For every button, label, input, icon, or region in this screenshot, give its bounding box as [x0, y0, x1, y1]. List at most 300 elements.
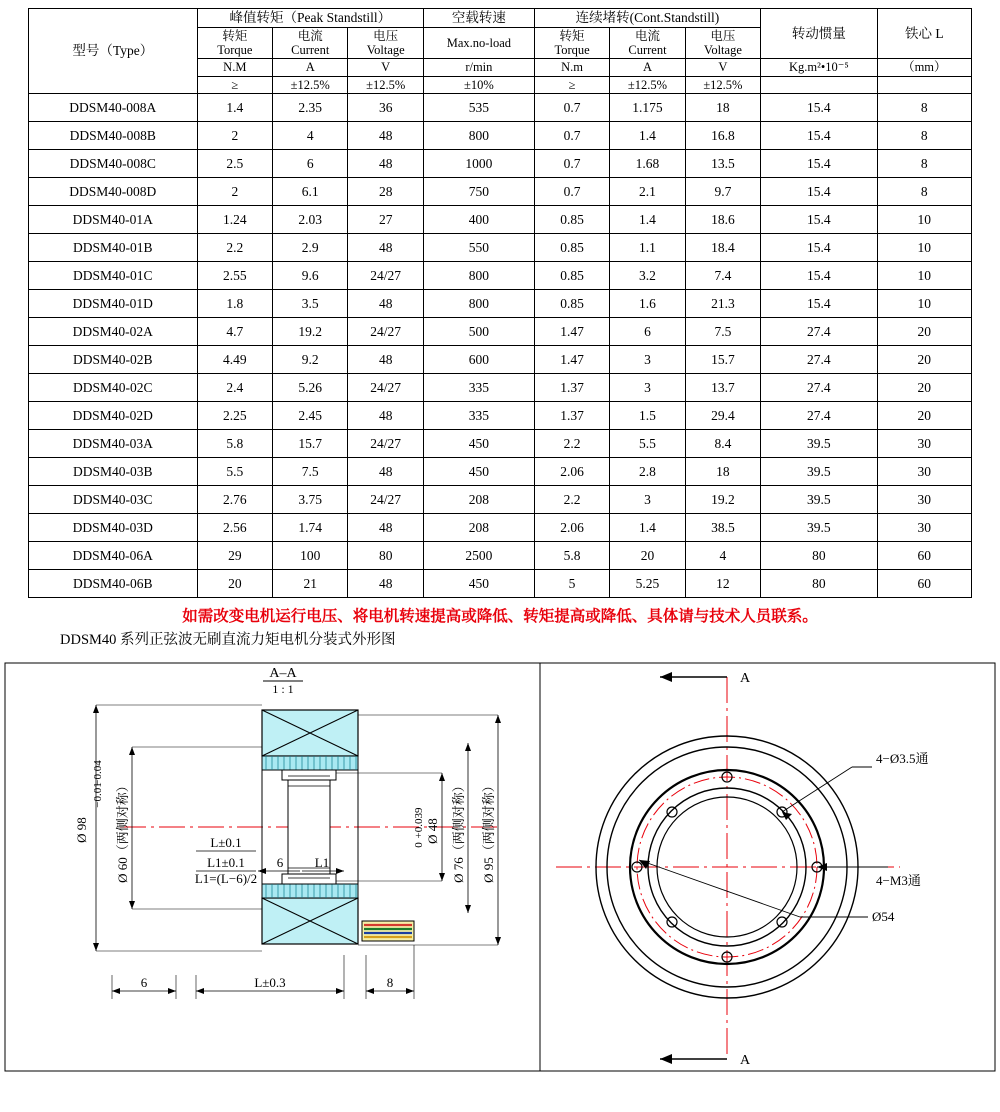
- core-length-cell: 30: [877, 458, 971, 486]
- peak-torque-cell: 5.5: [197, 458, 272, 486]
- leader-54: [639, 860, 800, 917]
- model-cell: DDSM40-03A: [29, 430, 198, 458]
- core-length-cell: 8: [877, 94, 971, 122]
- peak-voltage-cell: 48: [348, 346, 423, 374]
- drawing-caption: DDSM40 系列正弦波无刷直流力矩电机分装式外形图: [60, 632, 396, 649]
- cont-torque-cell: 0.7: [534, 122, 609, 150]
- col-header-peak-voltage: [348, 27, 423, 59]
- cont-current-cell: 1.4: [610, 514, 685, 542]
- peak-voltage-cn: 电压: [373, 28, 399, 43]
- model-cell: DDSM40-02C: [29, 374, 198, 402]
- cont-voltage-cell: 13.7: [685, 374, 760, 402]
- table-row: [29, 150, 972, 178]
- section-scale: 1 : 1: [272, 682, 294, 697]
- model-cell: DDSM40-008D: [29, 178, 198, 206]
- dim-95-arrow-bottom: [495, 937, 501, 945]
- cont-torque-cell: 0.85: [534, 206, 609, 234]
- cont-voltage-cell: 18: [685, 94, 760, 122]
- table-row: [29, 262, 972, 290]
- dim-48-tol-dn: 0: [413, 842, 425, 848]
- peak-voltage-cell: 24/27: [348, 430, 423, 458]
- peak-current-cell: 3.5: [273, 290, 348, 318]
- core-length-cell: 60: [877, 542, 971, 570]
- inertia-cell: 15.4: [761, 122, 877, 150]
- col-header-core: 铁心 L: [877, 9, 971, 59]
- dim-L03-arrow-r: [336, 988, 344, 994]
- dim-98-tol-dn: −0.04: [92, 760, 104, 786]
- inertia-cell: 27.4: [761, 346, 877, 374]
- peak-torque-cell: 5.8: [197, 430, 272, 458]
- cont-voltage-cell: 9.7: [685, 178, 760, 206]
- table-row: [29, 486, 972, 514]
- dim-60-text: Ø 60（两侧对称）: [115, 779, 130, 883]
- cont-torque-cell: 2.06: [534, 458, 609, 486]
- unit-cont-torque: N.m: [534, 59, 609, 76]
- unit-core: （mm）: [877, 59, 971, 76]
- inertia-cell: 39.5: [761, 514, 877, 542]
- unit-peak-voltage: V: [348, 59, 423, 76]
- core-length-cell: 30: [877, 430, 971, 458]
- cont-current-cell: 2.1: [610, 178, 685, 206]
- cont-voltage-cell: 13.5: [685, 150, 760, 178]
- section-marker-top: A: [740, 671, 751, 687]
- dim-76-text: Ø 76（两侧对称）: [451, 779, 466, 883]
- label-hole-3p5: 4−Ø3.5通: [876, 751, 929, 767]
- peak-voltage-cell: 24/27: [348, 262, 423, 290]
- core-length-cell: 20: [877, 402, 971, 430]
- peak-torque-cell: 1.8: [197, 290, 272, 318]
- noload-speed-cell: 550: [423, 234, 534, 262]
- cont-torque-cell: 0.85: [534, 262, 609, 290]
- cont-current-cell: 6: [610, 318, 685, 346]
- cont-current-cell: 3: [610, 486, 685, 514]
- peak-current-cell: 2.35: [273, 94, 348, 122]
- peak-torque-cell: 1.24: [197, 206, 272, 234]
- cont-torque-cell: 0.7: [534, 150, 609, 178]
- core-length-cell: 10: [877, 206, 971, 234]
- noload-speed-cell: 335: [423, 402, 534, 430]
- label-dim-54: Ø54: [872, 909, 895, 925]
- dim-8-arrow-l: [366, 988, 374, 994]
- table-row: [29, 122, 972, 150]
- table-row: [29, 290, 972, 318]
- tol-peak-current: ±12.5%: [273, 76, 348, 93]
- peak-torque-cn: 转矩: [222, 28, 248, 43]
- unit-noload: r/min: [423, 59, 534, 76]
- noload-speed-cell: 800: [423, 290, 534, 318]
- peak-torque-cell: 4.7: [197, 318, 272, 346]
- table-row: [29, 402, 972, 430]
- cont-current-en: Current: [628, 42, 667, 57]
- model-cell: DDSM40-01B: [29, 234, 198, 262]
- cont-current-cell: 3: [610, 374, 685, 402]
- noload-speed-cell: 535: [423, 94, 534, 122]
- tol-inertia-blank: [761, 76, 877, 93]
- cont-torque-cell: 2.2: [534, 430, 609, 458]
- dim-60-arrow-top: [129, 747, 135, 755]
- section-label: A–A: [269, 666, 297, 682]
- motor-spec-table: [28, 8, 972, 598]
- peak-current-cell: 5.26: [273, 374, 348, 402]
- noload-speed-cell: 450: [423, 570, 534, 598]
- peak-voltage-cell: 48: [348, 122, 423, 150]
- peak-voltage-cell: 48: [348, 458, 423, 486]
- tol-noload: ±10%: [423, 76, 534, 93]
- section-arrow-bottom-head: [660, 1054, 672, 1064]
- cont-voltage-cell: 15.7: [685, 346, 760, 374]
- cont-current-cell: 5.5: [610, 430, 685, 458]
- cross-section-view: [74, 705, 501, 999]
- model-cell: DDSM40-008B: [29, 122, 198, 150]
- peak-torque-cell: 29: [197, 542, 272, 570]
- cont-torque-cell: 0.7: [534, 94, 609, 122]
- noload-speed-cell: 450: [423, 458, 534, 486]
- col-header-cont: 连续堵转(Cont.Standstill): [534, 9, 760, 28]
- dim-76-arrow-bottom: [465, 905, 471, 913]
- peak-current-cell: 7.5: [273, 458, 348, 486]
- peak-torque-cell: 2.56: [197, 514, 272, 542]
- unit-inertia: Kg.m²•10⁻⁵: [761, 59, 877, 76]
- peak-torque-cell: 2.76: [197, 486, 272, 514]
- tol-cont-voltage: ±12.5%: [685, 76, 760, 93]
- dim-48-tol-up: +0.039: [413, 807, 425, 839]
- model-cell: DDSM40-03B: [29, 458, 198, 486]
- tol-core-blank: [877, 76, 971, 93]
- noload-speed-cell: 750: [423, 178, 534, 206]
- peak-torque-cell: 2: [197, 178, 272, 206]
- peak-current-cell: 9.6: [273, 262, 348, 290]
- cont-torque-cell: 1.37: [534, 374, 609, 402]
- cont-current-cell: 20: [610, 542, 685, 570]
- dim-L1-text: L1: [314, 855, 330, 871]
- section-arrow-top-head: [660, 672, 672, 682]
- dim-98-arrow-bottom: [93, 943, 99, 951]
- tol-cont-current: ±12.5%: [610, 76, 685, 93]
- noload-speed-cell: 1000: [423, 150, 534, 178]
- core-top: [262, 756, 358, 770]
- table-row: [29, 318, 972, 346]
- inertia-cell: 39.5: [761, 458, 877, 486]
- model-cell: DDSM40-008C: [29, 150, 198, 178]
- peak-torque-cell: 20: [197, 570, 272, 598]
- dim-6b-arrow-l: [112, 988, 120, 994]
- cont-torque-cell: 0.85: [534, 290, 609, 318]
- cont-torque-cell: 5: [534, 570, 609, 598]
- peak-voltage-en: Voltage: [366, 42, 405, 57]
- dim-60-arrow-bottom: [129, 901, 135, 909]
- cont-voltage-cell: 12: [685, 570, 760, 598]
- peak-torque-cell: 2.5: [197, 150, 272, 178]
- cont-current-cell: 1.6: [610, 290, 685, 318]
- table-row: [29, 206, 972, 234]
- peak-voltage-cell: 48: [348, 570, 423, 598]
- noload-speed-cell: 450: [423, 430, 534, 458]
- cont-torque-cell: 2.2: [534, 486, 609, 514]
- dim-98-tol-up: −0.01: [92, 782, 104, 808]
- table-row: [29, 430, 972, 458]
- dim-48-arrow-bottom: [439, 873, 445, 881]
- inertia-cell: 15.4: [761, 262, 877, 290]
- inertia-cell: 27.4: [761, 374, 877, 402]
- unit-peak-current: A: [273, 59, 348, 76]
- technical-drawing: [0, 655, 1000, 1075]
- table-row: [29, 458, 972, 486]
- peak-voltage-cell: 27: [348, 206, 423, 234]
- cont-current-cell: 1.68: [610, 150, 685, 178]
- section-marker-bottom: A: [740, 1053, 751, 1069]
- table-row: [29, 514, 972, 542]
- dim-95-text: Ø 95（两侧对称）: [481, 779, 496, 883]
- table-row: [29, 234, 972, 262]
- peak-current-cell: 9.2: [273, 346, 348, 374]
- dim-76-arrow-top: [465, 743, 471, 751]
- tol-peak-voltage: ±12.5%: [348, 76, 423, 93]
- cont-voltage-cell: 21.3: [685, 290, 760, 318]
- inertia-cell: 15.4: [761, 290, 877, 318]
- cont-current-cell: 1.4: [610, 206, 685, 234]
- inertia-cell: 15.4: [761, 178, 877, 206]
- unit-cont-current: A: [610, 59, 685, 76]
- peak-torque-cell: 2.25: [197, 402, 272, 430]
- dim-L01-text: L±0.1: [210, 835, 242, 851]
- model-cell: DDSM40-02B: [29, 346, 198, 374]
- dim-L101-text: L1±0.1: [207, 855, 245, 871]
- peak-voltage-cell: 48: [348, 290, 423, 318]
- peak-torque-cell: 1.4: [197, 94, 272, 122]
- cont-torque-en: Torque: [554, 42, 590, 57]
- model-cell: DDSM40-03C: [29, 486, 198, 514]
- table-row: [29, 94, 972, 122]
- core-length-cell: 10: [877, 234, 971, 262]
- dim-L1-arrow: [336, 868, 344, 874]
- core-length-cell: 10: [877, 290, 971, 318]
- model-cell: DDSM40-01C: [29, 262, 198, 290]
- cont-current-cell: 3.2: [610, 262, 685, 290]
- cont-voltage-cell: 38.5: [685, 514, 760, 542]
- front-view: [556, 671, 928, 1068]
- tol-cont-torque: ≥: [534, 76, 609, 93]
- cont-torque-cn: 转矩: [559, 28, 585, 43]
- peak-current-cell: 4: [273, 122, 348, 150]
- cont-current-cell: 3: [610, 346, 685, 374]
- peak-current-cell: 6: [273, 150, 348, 178]
- model-cell: DDSM40-01A: [29, 206, 198, 234]
- leader-3p5: [782, 767, 852, 812]
- table-body: [29, 94, 972, 598]
- cont-current-cell: 1.5: [610, 402, 685, 430]
- dim-6a-text: 6: [276, 855, 284, 871]
- noload-speed-cell: 208: [423, 486, 534, 514]
- col-header-inertia: 转动惯量: [761, 9, 877, 59]
- dim-6b-text: 6: [140, 975, 148, 991]
- peak-current-cell: 2.45: [273, 402, 348, 430]
- peak-current-cell: 2.03: [273, 206, 348, 234]
- noload-speed-cell: 400: [423, 206, 534, 234]
- peak-voltage-cell: 24/27: [348, 486, 423, 514]
- inertia-cell: 80: [761, 570, 877, 598]
- cont-current-cell: 5.25: [610, 570, 685, 598]
- dim-95-arrow-top: [495, 715, 501, 723]
- cont-current-cell: 1.1: [610, 234, 685, 262]
- core-bottom: [262, 884, 358, 898]
- peak-current-cell: 2.9: [273, 234, 348, 262]
- cont-voltage-cell: 7.5: [685, 318, 760, 346]
- dim-L1-formula-text: L1=(L−6)/2: [194, 871, 258, 887]
- peak-torque-cell: 2.2: [197, 234, 272, 262]
- cont-voltage-cell: 8.4: [685, 430, 760, 458]
- model-cell: DDSM40-03D: [29, 514, 198, 542]
- dim-98-text: Ø 98: [74, 817, 89, 843]
- table-row: [29, 178, 972, 206]
- dim-8-text: 8: [386, 975, 394, 991]
- dim-8-arrow-r: [406, 988, 414, 994]
- inertia-cell: 39.5: [761, 486, 877, 514]
- peak-voltage-cell: 24/27: [348, 374, 423, 402]
- core-length-cell: 30: [877, 514, 971, 542]
- cont-torque-cell: 1.47: [534, 346, 609, 374]
- peak-voltage-cell: 48: [348, 402, 423, 430]
- col-header-noload: 空载转速: [423, 9, 534, 28]
- peak-current-cell: 21: [273, 570, 348, 598]
- cont-voltage-cell: 19.2: [685, 486, 760, 514]
- drawing-svg: [0, 655, 1000, 1075]
- cont-torque-cell: 2.06: [534, 514, 609, 542]
- col-header-peak-current: [273, 27, 348, 59]
- inertia-cell: 15.4: [761, 150, 877, 178]
- cont-torque-cell: 5.8: [534, 542, 609, 570]
- col-header-peak-torque: [197, 27, 272, 59]
- noload-speed-cell: 208: [423, 514, 534, 542]
- peak-torque-en: Torque: [217, 42, 253, 57]
- peak-torque-cell: 2.4: [197, 374, 272, 402]
- dim-L03-arrow-l: [196, 988, 204, 994]
- table-row: [29, 542, 972, 570]
- table-row: [29, 570, 972, 598]
- inertia-cell: 15.4: [761, 234, 877, 262]
- table-row: [29, 346, 972, 374]
- peak-voltage-cell: 28: [348, 178, 423, 206]
- cont-voltage-cn: 电压: [710, 28, 736, 43]
- leader-m3-arrow: [817, 863, 827, 871]
- col-header-model: 型号（Type）: [29, 9, 198, 94]
- core-length-cell: 20: [877, 318, 971, 346]
- label-hole-m3: 4−M3通: [876, 873, 921, 889]
- col-header-cont-torque: [534, 27, 609, 59]
- table-row: [29, 374, 972, 402]
- model-cell: DDSM40-06A: [29, 542, 198, 570]
- peak-voltage-cell: 80: [348, 542, 423, 570]
- model-cell: DDSM40-06B: [29, 570, 198, 598]
- col-header-peak: 峰值转矩（Peak Standstill）: [197, 9, 423, 28]
- cont-voltage-cell: 29.4: [685, 402, 760, 430]
- cont-current-cell: 1.175: [610, 94, 685, 122]
- tol-peak-torque: ≥: [197, 76, 272, 93]
- peak-current-cell: 1.74: [273, 514, 348, 542]
- cont-voltage-en: Voltage: [703, 42, 742, 57]
- col-header-noload-en: Max.no-load: [423, 27, 534, 59]
- inertia-cell: 15.4: [761, 94, 877, 122]
- col-header-cont-current: [610, 27, 685, 59]
- cont-voltage-cell: 7.4: [685, 262, 760, 290]
- peak-current-en: Current: [291, 42, 330, 57]
- cont-torque-cell: 1.47: [534, 318, 609, 346]
- peak-torque-cell: 2.55: [197, 262, 272, 290]
- noload-speed-cell: 2500: [423, 542, 534, 570]
- red-note: 如需改变电机运行电压、将电机转速提高或降低、转矩提高或降低、具体请与技术人员联系。: [182, 608, 818, 626]
- cont-torque-cell: 0.85: [534, 234, 609, 262]
- peak-voltage-cell: 48: [348, 514, 423, 542]
- inertia-cell: 80: [761, 542, 877, 570]
- core-length-cell: 20: [877, 346, 971, 374]
- core-length-cell: 30: [877, 486, 971, 514]
- peak-torque-cell: 2: [197, 122, 272, 150]
- peak-current-cell: 100: [273, 542, 348, 570]
- peak-voltage-cell: 48: [348, 150, 423, 178]
- cont-voltage-cell: 4: [685, 542, 760, 570]
- leader-3p5-arrow: [782, 812, 792, 820]
- noload-speed-cell: 335: [423, 374, 534, 402]
- dim-48-arrow-top: [439, 773, 445, 781]
- noload-speed-cell: 800: [423, 262, 534, 290]
- cont-current-cell: 1.4: [610, 122, 685, 150]
- core-length-cell: 20: [877, 374, 971, 402]
- core-length-cell: 10: [877, 262, 971, 290]
- core-length-cell: 60: [877, 570, 971, 598]
- cont-voltage-cell: 18: [685, 458, 760, 486]
- unit-cont-voltage: V: [685, 59, 760, 76]
- model-cell: DDSM40-008A: [29, 94, 198, 122]
- inertia-cell: 15.4: [761, 206, 877, 234]
- rotor-ring-bottom: [282, 874, 336, 884]
- inertia-cell: 39.5: [761, 430, 877, 458]
- peak-current-cell: 3.75: [273, 486, 348, 514]
- cont-voltage-cell: 18.6: [685, 206, 760, 234]
- peak-current-cell: 15.7: [273, 430, 348, 458]
- core-length-cell: 8: [877, 178, 971, 206]
- col-header-cont-voltage: [685, 27, 760, 59]
- noload-speed-cell: 800: [423, 122, 534, 150]
- inertia-cell: 27.4: [761, 402, 877, 430]
- core-length-cell: 8: [877, 150, 971, 178]
- peak-voltage-cell: 24/27: [348, 318, 423, 346]
- peak-current-cell: 19.2: [273, 318, 348, 346]
- cont-current-cn: 电流: [634, 28, 660, 43]
- cont-current-cell: 2.8: [610, 458, 685, 486]
- cont-torque-cell: 1.37: [534, 402, 609, 430]
- table-header-row-1: [29, 9, 972, 28]
- dim-98-arrow-top: [93, 705, 99, 713]
- peak-voltage-cell: 48: [348, 234, 423, 262]
- dim-6b-arrow-r: [168, 988, 176, 994]
- dim-48-text: Ø 48: [425, 818, 440, 844]
- noload-speed-cell: 600: [423, 346, 534, 374]
- cont-voltage-cell: 18.4: [685, 234, 760, 262]
- peak-current-cn: 电流: [297, 28, 323, 43]
- core-length-cell: 8: [877, 122, 971, 150]
- cont-voltage-cell: 16.8: [685, 122, 760, 150]
- noload-speed-cell: 500: [423, 318, 534, 346]
- model-cell: DDSM40-02D: [29, 402, 198, 430]
- model-cell: DDSM40-02A: [29, 318, 198, 346]
- dim-L03-text: L±0.3: [254, 975, 286, 991]
- peak-torque-cell: 4.49: [197, 346, 272, 374]
- model-cell: DDSM40-01D: [29, 290, 198, 318]
- rotor-ring-top: [282, 770, 336, 780]
- peak-current-cell: 6.1: [273, 178, 348, 206]
- peak-voltage-cell: 36: [348, 94, 423, 122]
- inertia-cell: 27.4: [761, 318, 877, 346]
- unit-peak-torque: N.M: [197, 59, 272, 76]
